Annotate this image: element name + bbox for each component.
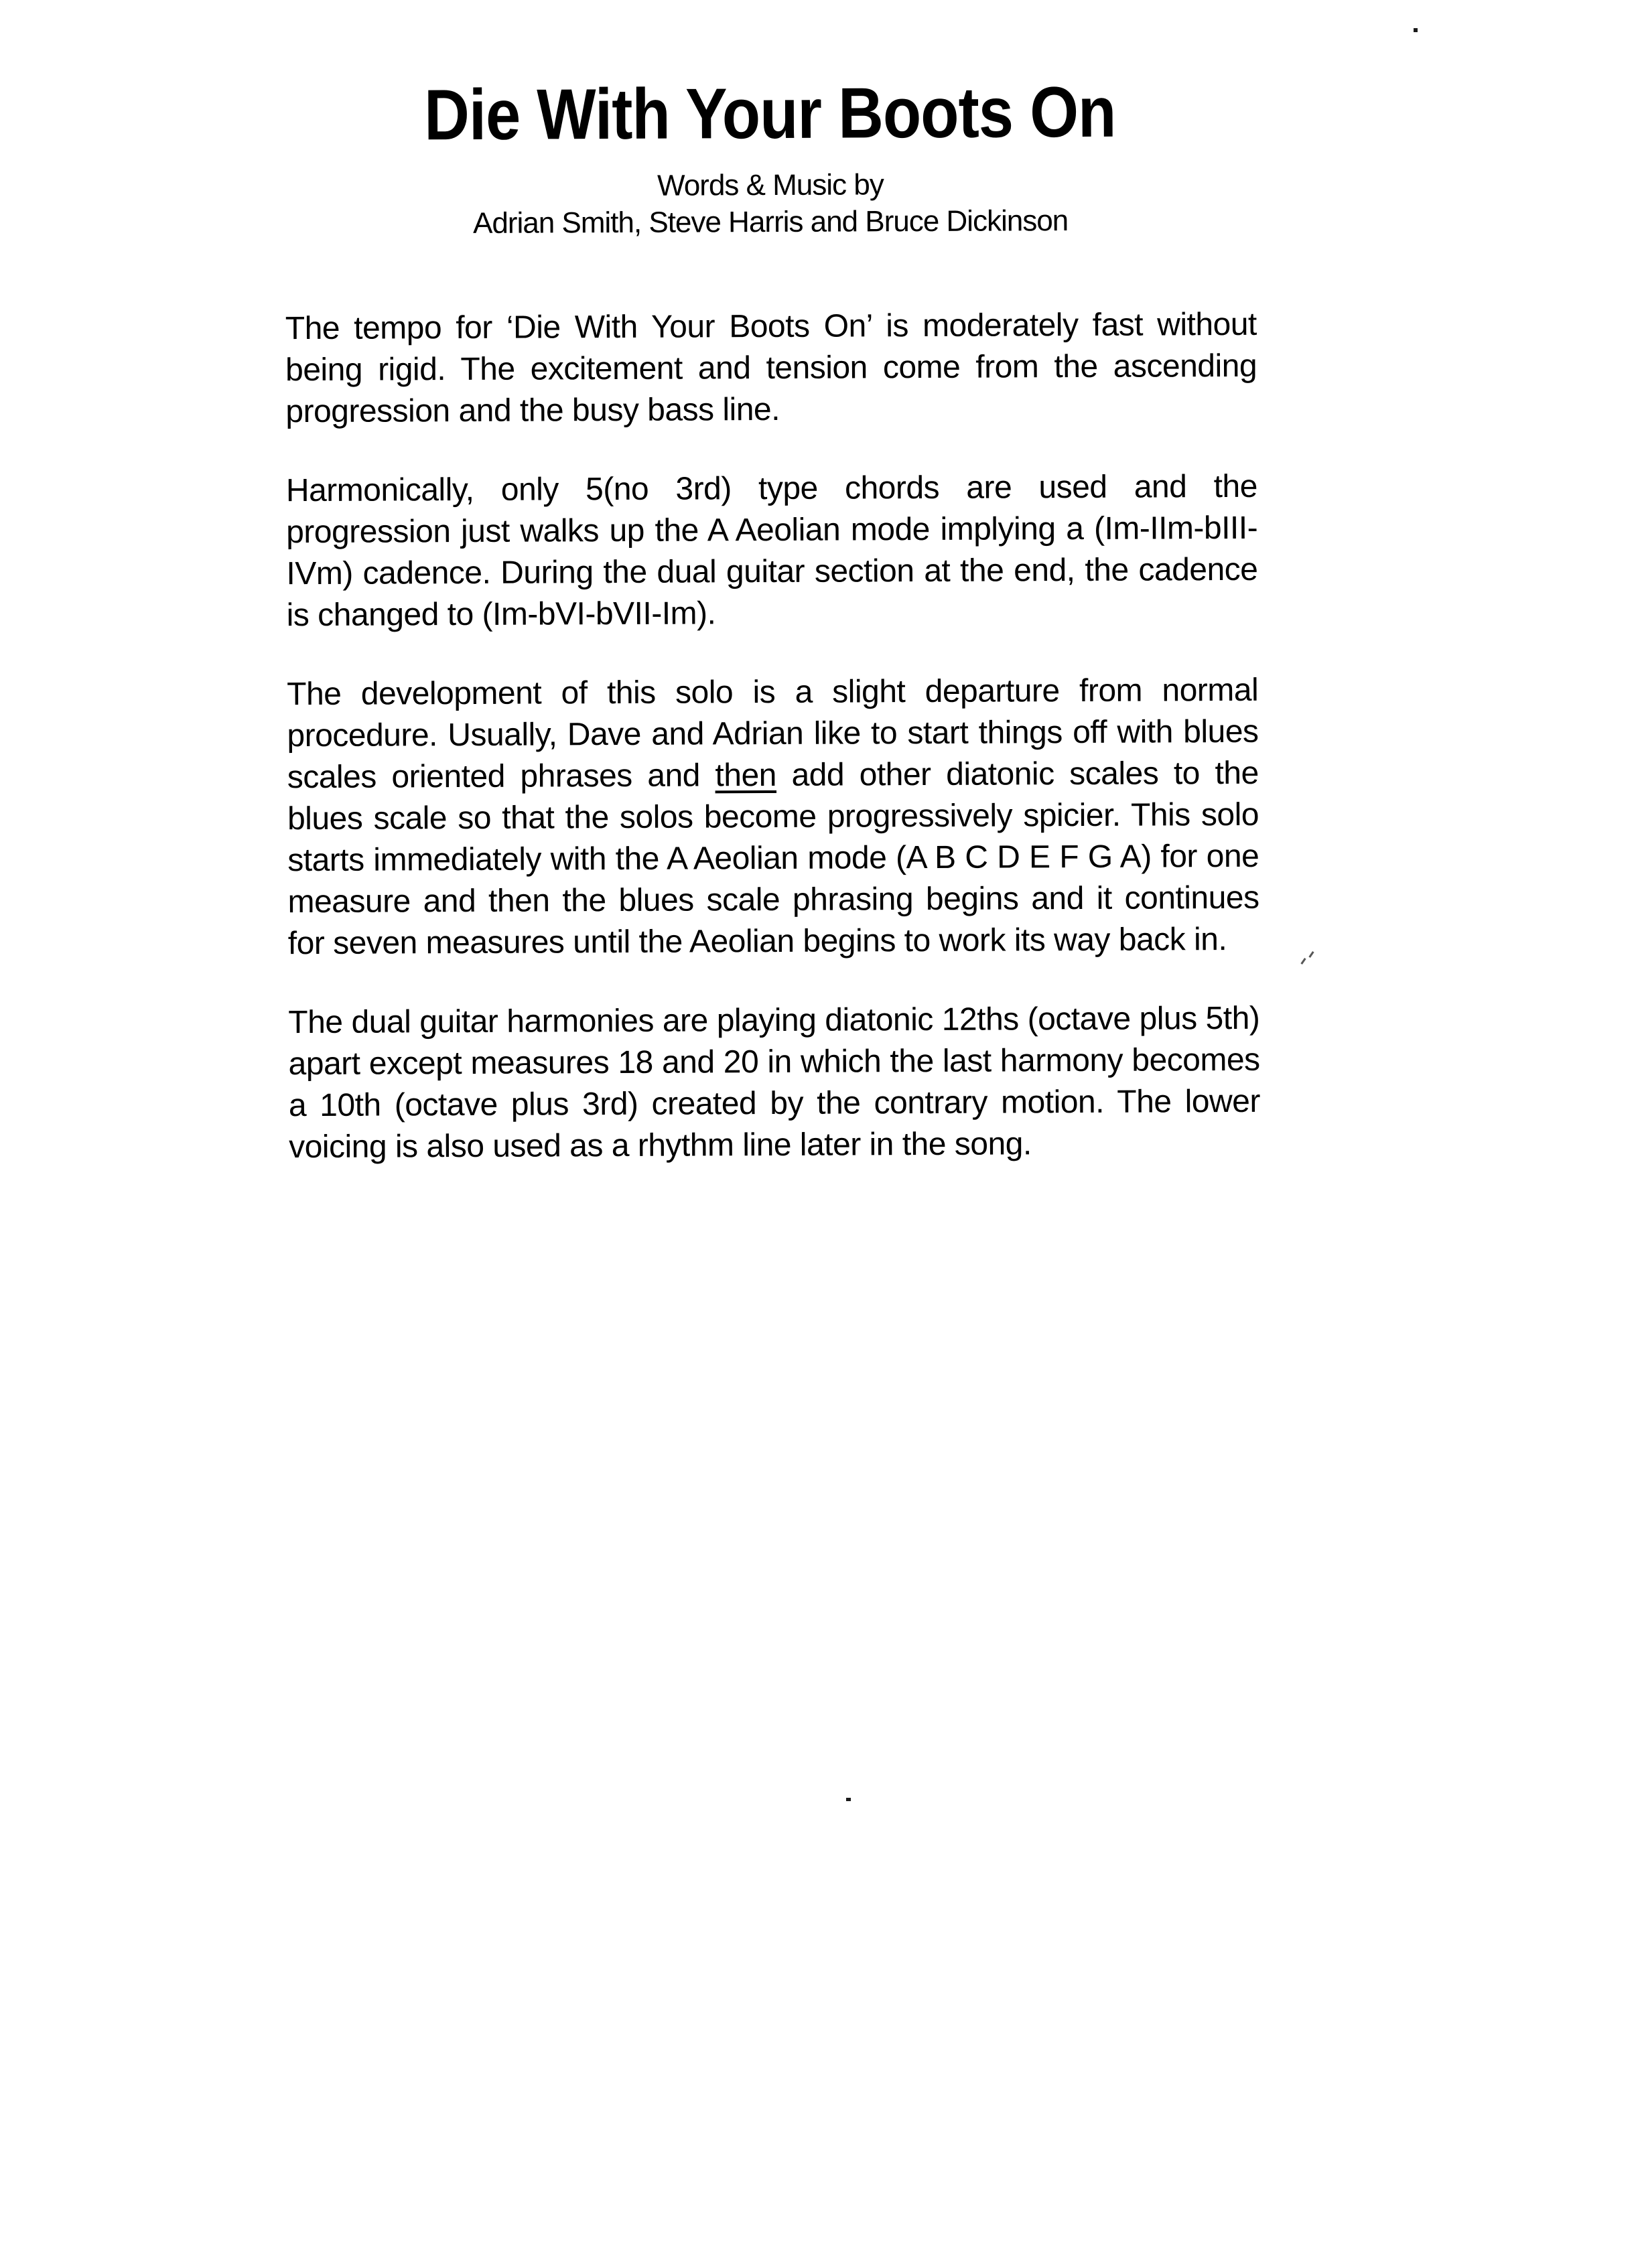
credits-block [285,165,1256,242]
paragraph-harmony: Harmonically, only 5(no 3rd) type chords are used and the progression just walks up the A Aeolian mode implying a (Im-IIm-bIII-IVm) cadence. During the dual guitar section at the end, the cadence is changed to (Im-bVI-bVII-Im). [285,468,1258,634]
paragraph-tempo: The tempo for ‘Die With Your Boots On’ is moderately fast without being rigid. The excitement and tension come from the ascending progression and the busy bass line. [285,306,1257,430]
song-title [284,71,1255,155]
paragraph-solo-development [287,670,1259,965]
scan-speck-top-right [1414,28,1418,32]
song-title-text: Die With Your Boots On [424,71,1116,155]
scan-smudge-mark [1300,958,1306,965]
scan-speck-bottom-center [846,1798,851,1801]
scan-smudge-mark [1308,951,1314,958]
credits-byline: Words & Music by [657,168,884,202]
credits-authors: Adrian Smith, Steve Harris and Bruce Dickinson [472,204,1069,240]
description-text [285,304,1261,1168]
underlined-word: then [715,757,777,794]
paragraph-solo-text-tail: add other diatonic scales to the blues scale so that the solos become progressively spicier. This solo starts immediately with the A Aeolian mode (A B C D E F G A) for one measure and then the blues scale phrasing begins and it continues for seven measures until the Aeolian begins to work its way back in. [287,755,1259,962]
paragraph-solo-text-lead: The development of this solo is a slight departure from normal procedure. Usually, Dave and Adrian like to start things off with blues scales oriented phrases and [287,672,1259,796]
page-content [284,0,1261,1168]
paragraph-dual-guitar: The dual guitar harmonies are playing diatonic 12ths (octave plus 5th) apart except measures 18 and 20 in which the last harmony becomes a 10th (octave plus 3rd) created by the contrary motion. The lower voicing is also used as a rhythm line later in the song. [288,1000,1260,1165]
